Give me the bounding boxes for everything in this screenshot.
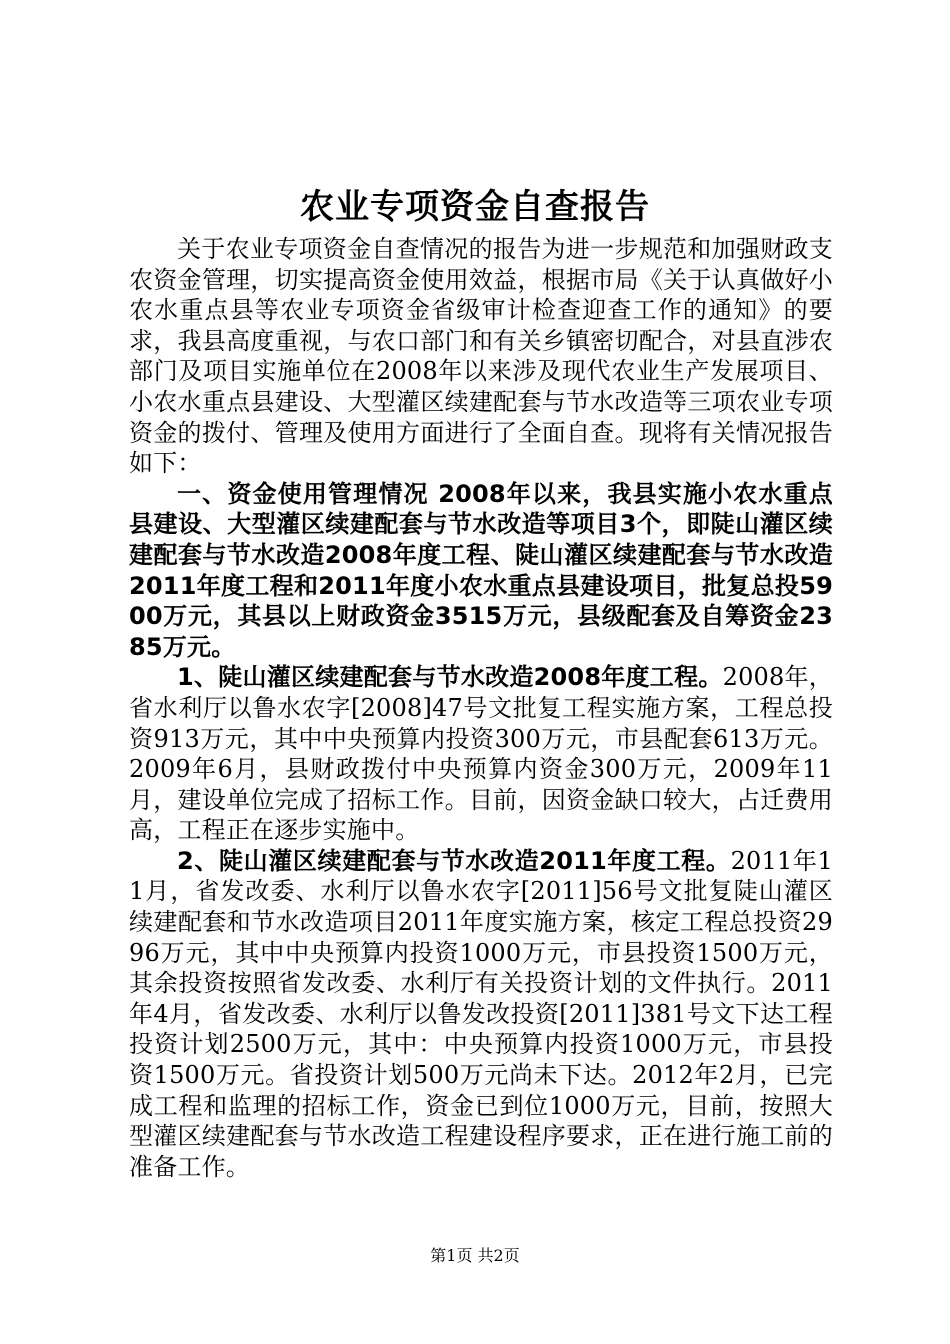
item-one-heading: 1、陡山灌区续建配套与节水改造2008年度工程。 [177,663,723,692]
item-one-text: 2008年，省水利厅以鲁水农字[2008]47号文批复工程实施方案，工程总投资913万元，其中中央预算内投资300万元，市县配套613万元。2009年6月，县财政拨付中央预算内资金300万元，2009年11月，建设单位完成了招标工作。目前，因资金缺口较大，占迁费用高，工程正在逐步实施中。 [129,663,833,845]
intro-paragraph [129,234,833,479]
intro-paragraph-text: 关于农业专项资金自查情况的报告为进一步规范和加强财政支农资金管理，切实提高资金使用效益，根据市局《关于认真做好小农水重点县等农业专项资金省级审计检查迎查工作的通知》的要求，我县高度重视，与农口部门和有关乡镇密切配合，对县直涉农部门及项目实施单位在2008年以来涉及现代农业生产发展项目、小农水重点县建设、大型灌区续建配套与节水改造等三项农业专项资金的拨付、管理及使用方面进行了全面自查。现将有关情况报告如下： [129,235,833,478]
item-two-heading: 2、陡山灌区续建配套与节水改造2011年度工程。 [177,846,731,875]
section-one-paragraph [129,479,833,663]
document-body [129,234,833,1182]
page-footer: 第1页 共2页 [430,1246,520,1265]
document-title: 农业专项资金自查报告 [300,187,650,227]
item-one-paragraph [129,662,833,846]
item-two-paragraph [129,846,833,1183]
item-two-text: 2011年11月，省发改委、水利厅以鲁水农字[2011]56号文批复陡山灌区续建配套和节水改造项目2011年度实施方案，核定工程总投资2996万元，其中中央预算内投资1000万元，市县投资1500万元，其余投资按照省发改委、水利厅有关投资计划的文件执行。2011年4月，省发改委、水利厅以鲁发改投资[2011]381号文下达工程投资计划2500万元，其中：中央预算内投资1000万元，市县投资1500万元。省投资计划500万元尚未下达。2012年2月，已完成工程和监理的招标工作，资金已到位1000万元，目前，按照大型灌区续建配套与节水改造工程建设程序要求，正在进行施工前的准备工作。 [129,846,833,1181]
section-one-text: 一、资金使用管理情况 2008年以来，我县实施小农水重点县建设、大型灌区续建配套与节水改造等项目3个，即陡山灌区续建配套与节水改造2008年度工程、陡山灌区续建配套与节水改造2011年度工程和2011年度小农水重点县建设项目，批复总投5900万元，其县以上财政资金3515万元，县级配套及自筹资金2385万元。 [129,479,833,661]
